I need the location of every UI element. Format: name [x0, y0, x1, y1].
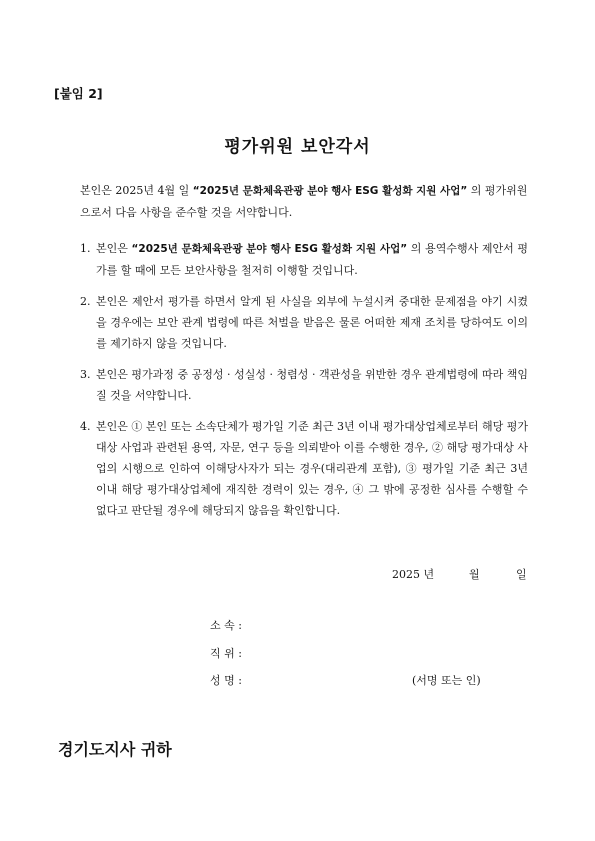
intro-paragraph [80, 180, 528, 223]
recipient: 경기도지사 귀하 [58, 740, 172, 759]
intro-quote-close: ” [460, 185, 468, 197]
pledge-number: 3. [80, 368, 91, 381]
pledge-item [80, 238, 528, 281]
name-label: 성 명 : [210, 674, 242, 687]
pledge-number: 1. [80, 242, 91, 255]
signature-note: (서명 또는 인) [412, 674, 481, 687]
date-day: 일 [516, 568, 527, 581]
pledge-project-name: “2025년 문화체육관광 분야 행사 ESG 활성화 지원 사업” [131, 243, 408, 255]
pledge-prefix: 본인은 [96, 242, 132, 255]
pledge-item [80, 364, 528, 406]
date-year: 2025 년 [392, 568, 435, 581]
pledge-text [96, 238, 528, 281]
pledge-number: 2. [80, 295, 91, 308]
affiliation-label: 소 속 : [210, 619, 242, 632]
pledge-text: 본인은 평가과정 중 공정성 · 성실성 · 청렴성 · 객관성을 위반한 경우 관계법령에 따라 책임질 것을 서약합니다. [96, 368, 528, 402]
pledge-list [80, 238, 528, 531]
pledge-item [80, 416, 528, 521]
date-month: 월 [469, 568, 480, 581]
intro-project-name: 2025년 문화체육관광 분야 행사 ESG 활성화 지원 사업 [199, 185, 461, 197]
attachment-label: [붙임 2] [54, 86, 103, 101]
pledge-text: 본인은 제안서 평가를 하면서 알게 된 사실을 외부에 누설시켜 중대한 문제점을 야기 시켰을 경우에는 보안 관계 법령에 따른 처벌을 받음은 물론 어떠한 제재 조치를 당하여도 이의를 제기하지 않을 것입니다. [96, 295, 528, 350]
intro-prefix: 본인은 2025년 4월 일 [80, 184, 193, 197]
intro-suffix: 의 평가위원으로서 다음 사항을 준수할 것을 서약합니다. [80, 184, 528, 219]
pledge-text: 본인은 ① 본인 또는 소속단체가 평가일 기준 최근 3년 이내 평가대상업체로부터 해당 평가대상 사업과 관련된 용역, 자문, 연구 등을 의뢰받아 이를 수행한 경우, ② 해당 평가대상 사업의 시행으로 인하여 이해당사자가 되는 경우(대리관계 포함), ③ 평가일 기준 최근 3년 이내 해당 평가대상업체에 재직한 경력이 있는 경우, ④ 그 밖에 공정한 심사를 수행할 수 없다고 판단될 경우에 해당되지 않음을 확인합니다. [96, 420, 528, 517]
position-label: 직 위 : [210, 647, 242, 660]
pledge-item [80, 291, 528, 354]
intro-quote-open: “ [192, 185, 200, 197]
pledge-number: 4. [80, 420, 91, 433]
document-title: 평가위원 보안각서 [224, 137, 371, 157]
pledge-suffix: 의 용역수행사 제안서 평가를 할 때에 모든 보안사항을 철저히 이행할 것입니다. [96, 242, 528, 277]
